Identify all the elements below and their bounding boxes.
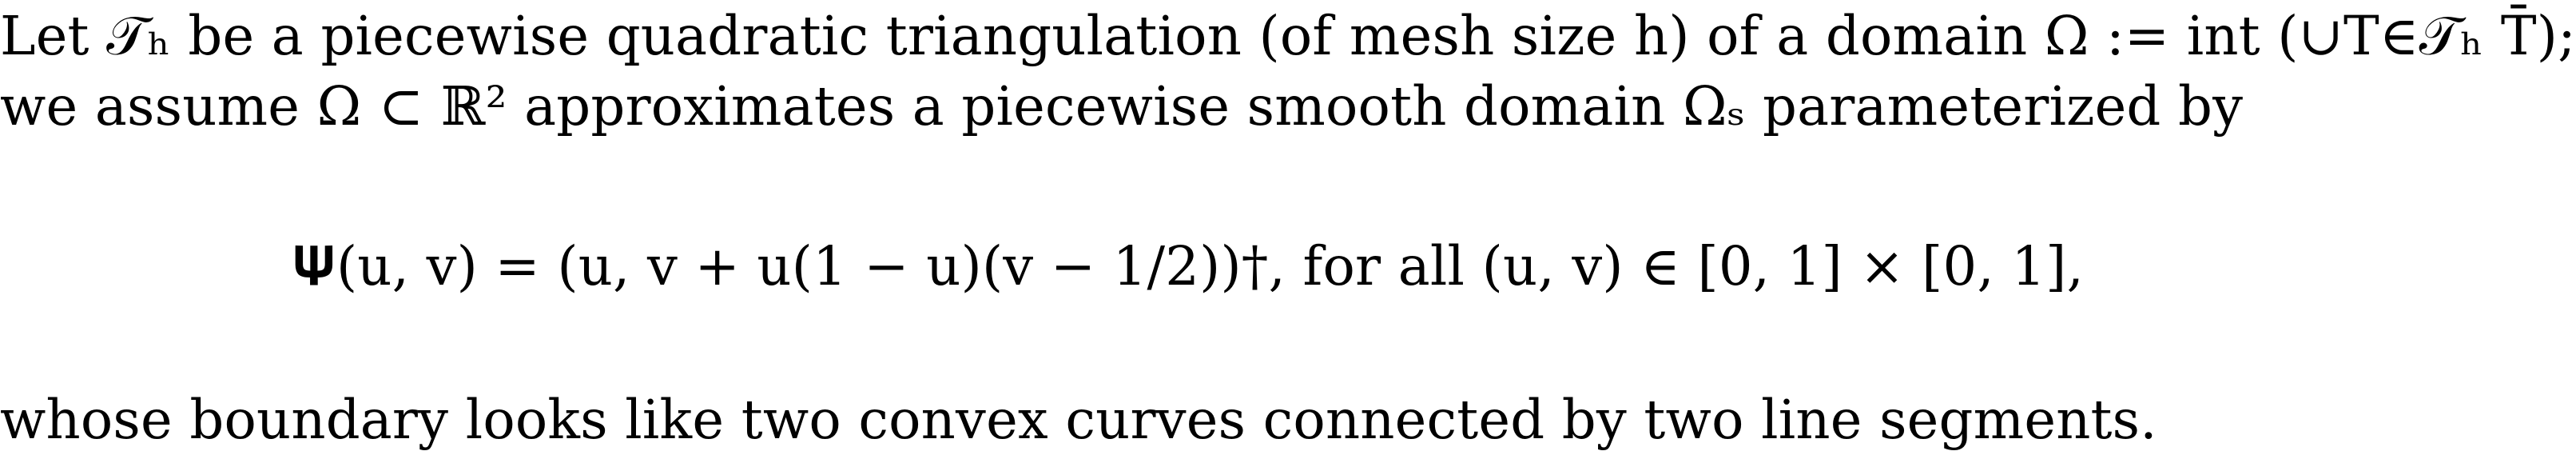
paragraph-line-4: whose boundary looks like two convex curves connected by two line segments.: [0, 389, 2157, 451]
paragraph-line-1: Let 𝒯ₕ be a piecewise quadratic triangulation (of mesh size h) of a domain Ω := int (∪T∈𝒯ₕ T̄);: [0, 5, 2576, 67]
parameterization-equation: 𝚿(u, v) = (u, v + u(1 − u)(v − 1/2))†, for all (u, v) ∈ [0, 1] × [0, 1],: [292, 235, 2084, 297]
paragraph-line-2: we assume Ω ⊂ ℝ² approximates a piecewise smooth domain Ωₛ parameterized by: [0, 75, 2244, 138]
